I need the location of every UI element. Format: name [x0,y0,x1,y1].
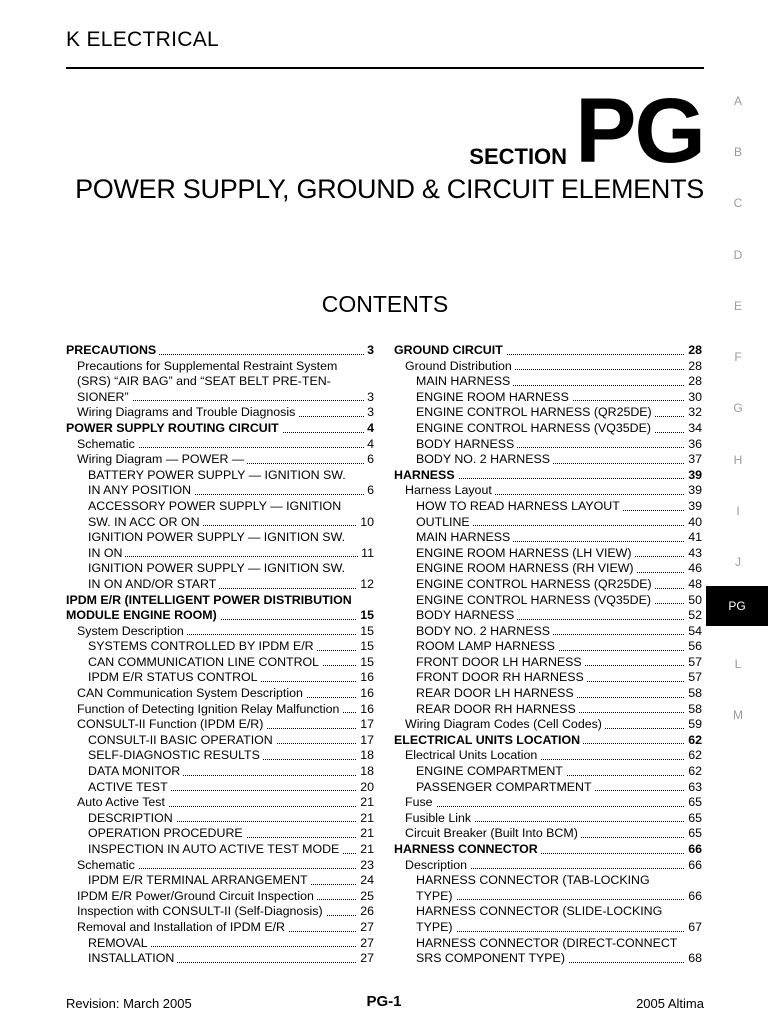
toc-entry[interactable] [394,374,702,390]
toc-entry[interactable] [394,748,702,764]
section-tab-i[interactable]: I [736,504,740,518]
toc-entry-title: ROOM LAMP HARNESS [416,639,558,655]
toc-entry-page: 48 [685,577,702,593]
toc-entry-page: 39 [685,499,702,515]
toc-entry-title: POWER SUPPLY ROUTING CIRCUIT [66,421,282,437]
toc-entry-page: 58 [685,686,702,702]
toc-entry-title: ELECTRICAL UNITS LOCATION [394,733,583,749]
toc-entry[interactable] [66,670,374,686]
toc-entry-page: 66 [685,858,702,874]
toc-entry-page: 12 [357,577,374,593]
toc-entry-page: 65 [685,795,702,811]
toc-entry-title: DESCRIPTION [88,811,176,827]
section-title: POWER SUPPLY, GROUND & CIRCUIT ELEMENTS [75,174,704,204]
toc-entry-title: MAIN HARNESS [416,374,513,390]
toc-entry-title: Schematic [77,437,138,453]
toc-entry-title: System Description [77,624,187,640]
toc-entry[interactable] [394,795,702,811]
toc-entry-page: 43 [685,546,702,562]
toc-entry-page: 62 [685,748,702,764]
toc-entry-page: 57 [685,655,702,671]
toc-entry-title: INSTALLATION [88,951,177,967]
toc-entry[interactable] [66,483,374,499]
toc-entry-title: Wiring Diagrams and Trouble Diagnosis [77,405,298,421]
toc-entry-title: Schematic [77,858,138,874]
toc-entry-page: 54 [685,624,702,640]
toc-entry[interactable] [394,951,702,967]
toc-entry-title: BODY HARNESS [416,437,517,453]
toc-entry[interactable] [394,624,702,640]
toc-entry-title: ACTIVE TEST [88,780,171,796]
toc-entry-page: 62 [685,733,702,749]
toc-entry[interactable] [394,577,702,593]
toc-entry-title: IGNITION POWER SUPPLY — IGNITION SW. [88,561,348,577]
toc-entry-page: 67 [685,920,702,936]
toc-entry-title: ENGINE CONTROL HARNESS (VQ35DE) [416,421,654,437]
toc-entry-title: (SRS) “AIR BAG” and “SEAT BELT PRE-TEN- [77,374,334,390]
toc-entry-title: Wiring Diagram Codes (Cell Codes) [405,717,605,733]
toc-entry[interactable] [394,499,702,515]
toc-entry-title: Wiring Diagram — POWER — [77,452,247,468]
toc-entry-page: 17 [357,717,374,733]
toc-entry[interactable] [394,842,702,858]
toc-entry[interactable] [394,826,702,842]
toc-entry[interactable] [66,858,374,874]
toc-entry[interactable] [66,795,374,811]
toc-entry[interactable] [394,639,702,655]
section-tab-d[interactable]: D [733,248,743,262]
toc-entry-title: TYPE) [416,889,456,905]
toc-entry-page: 16 [357,702,374,718]
toc-entry-page: 16 [357,686,374,702]
toc-entry-page: 15 [357,624,374,640]
toc-entry-page: 10 [357,515,374,531]
footer-revision: Revision: March 2005 [66,996,192,1011]
toc-entry-page: 21 [357,811,374,827]
toc-entry[interactable] [66,546,374,562]
toc-entry-title: ENGINE CONTROL HARNESS (QR25DE) [416,405,655,421]
toc-entry [394,873,702,889]
toc-entry[interactable] [66,920,374,936]
toc-entry[interactable] [66,764,374,780]
toc-entry-title: GROUND CIRCUIT [394,343,506,359]
toc-entry-title: BODY NO. 2 HARNESS [416,624,553,640]
toc-entry-title: SIONER” [77,390,132,406]
toc-left-column [66,343,374,967]
toc-entry-page: 28 [685,374,702,390]
toc-entry-page: 36 [685,437,702,453]
contents-heading: CONTENTS [321,291,449,317]
toc-entry[interactable] [66,577,374,593]
toc-entry[interactable] [394,811,702,827]
toc-entry-title: BODY NO. 2 HARNESS [416,452,553,468]
toc-entry-title: DATA MONITOR [88,764,183,780]
header-rule [66,67,704,69]
toc-entry[interactable] [66,421,374,437]
toc-entry-title: HARNESS CONNECTOR (TAB-LOCKING [416,873,653,889]
toc-entry-page: 39 [685,468,702,484]
toc-entry[interactable] [394,405,702,421]
toc-entry[interactable] [66,780,374,796]
toc-entry-title: FRONT DOOR LH HARNESS [416,655,585,671]
toc-entry-page: 21 [357,795,374,811]
toc-entry-title: Circuit Breaker (Built Into BCM) [405,826,581,842]
toc-dot-leader [88,556,374,557]
toc-entry-page: 65 [685,826,702,842]
toc-entry-page: 52 [685,608,702,624]
toc-entry-title: OUTLINE [416,515,473,531]
footer-page-number: PG-1 [366,993,402,1010]
toc-entry-page: 3 [364,405,374,421]
toc-entry-page: 16 [357,670,374,686]
toc-entry-page: 37 [685,452,702,468]
toc-entry-page: 63 [685,780,702,796]
toc-entry-title: IN ON [88,546,125,562]
footer-model: 2005 Altima [636,996,704,1011]
toc-entry[interactable] [394,343,702,359]
toc-entry[interactable] [66,343,374,359]
toc-entry[interactable] [394,717,702,733]
toc-entry-page: 25 [357,889,374,905]
toc-entry[interactable] [394,686,702,702]
toc-entry-title: ENGINE CONTROL HARNESS (VQ35DE) [416,593,654,609]
toc-entry[interactable] [66,889,374,905]
toc-entry-title: SW. IN ACC OR ON [88,515,203,531]
toc-entry[interactable] [66,811,374,827]
toc-entry-page: 32 [685,405,702,421]
toc-entry-page: 20 [357,780,374,796]
toc-entry[interactable] [66,515,374,531]
toc-entry-title: MAIN HARNESS [416,530,513,546]
toc-entry-page: 39 [685,483,702,499]
toc-entry-title: Precautions for Supplemental Restraint System [77,359,340,375]
toc-entry-title: HARNESS [394,468,458,484]
toc-entry [66,468,374,484]
toc-entry[interactable] [394,858,702,874]
toc-entry-page: 4 [364,437,374,453]
toc-entry[interactable] [66,624,374,640]
toc-entry-title: Removal and Installation of IPDM E/R [77,920,288,936]
toc-entry-title: HARNESS CONNECTOR (SLIDE-LOCKING [416,904,665,920]
toc-entry-page: 57 [685,670,702,686]
toc-entry[interactable] [394,764,702,780]
toc-entry-title: REAR DOOR LH HARNESS [416,686,577,702]
toc-entry-page: 18 [357,764,374,780]
toc-entry[interactable] [66,936,374,952]
toc-entry[interactable] [66,639,374,655]
toc-entry-title: IPDM E/R STATUS CONTROL [88,670,261,686]
toc-entry-page: 58 [685,702,702,718]
toc-entry[interactable] [394,593,702,609]
section-tab-h[interactable]: H [733,453,743,467]
toc-right-column [394,343,702,967]
toc-entry [66,374,374,390]
toc-entry-page: 21 [357,826,374,842]
toc-entry [66,499,374,515]
toc-entry-title: REAR DOOR RH HARNESS [416,702,579,718]
toc-entry-title: ENGINE ROOM HARNESS (LH VIEW) [416,546,634,562]
toc-entry-title: BODY HARNESS [416,608,517,624]
toc-entry[interactable] [394,437,702,453]
toc-entry-title: PASSENGER COMPARTMENT [416,780,595,796]
toc-entry-page: 66 [685,842,702,858]
toc-entry-title: CAN COMMUNICATION LINE CONTROL [88,655,322,671]
toc-entry[interactable] [394,468,702,484]
toc-entry-page: 24 [357,873,374,889]
toc-dot-leader [416,931,702,932]
toc-entry [394,904,702,920]
toc-entry[interactable] [394,515,702,531]
section-tab-f[interactable]: F [734,350,742,364]
toc-entry-page: 17 [357,733,374,749]
toc-entry-title: HARNESS CONNECTOR (DIRECT-CONNECT [416,936,680,952]
toc-entry-page: 27 [357,951,374,967]
toc-entry-page: 26 [357,904,374,920]
toc-entry[interactable] [66,686,374,702]
toc-entry[interactable] [394,561,702,577]
toc-entry[interactable] [66,826,374,842]
toc-entry-page: 11 [358,546,374,562]
toc-entry[interactable] [394,889,702,905]
toc-entry-page: 18 [357,748,374,764]
toc-entry-page: 68 [685,951,702,967]
section-heading [469,80,704,182]
toc-entry[interactable] [66,437,374,453]
toc-entry[interactable] [394,655,702,671]
toc-entry [66,530,374,546]
toc-entry-title: Fuse [405,795,436,811]
toc-entry-title: CAN Communication System Description [77,686,306,702]
toc-entry[interactable] [66,405,374,421]
section-word: SECTION [469,144,568,169]
section-tab-b[interactable]: B [733,145,742,159]
section-code: PG [575,80,704,182]
toc-entry[interactable] [394,733,702,749]
toc-entry[interactable] [394,483,702,499]
toc-entry-title: Auto Active Test [77,795,168,811]
toc-entry-title: INSPECTION IN AUTO ACTIVE TEST MODE [88,842,342,858]
toc-entry [66,359,374,375]
toc-entry-page: 21 [357,842,374,858]
toc-entry[interactable] [66,608,374,624]
toc-entry-page: 27 [357,920,374,936]
toc-entry-title: OPERATION PROCEDURE [88,826,246,842]
toc-entry[interactable] [394,702,702,718]
toc-entry-title: HOW TO READ HARNESS LAYOUT [416,499,623,515]
toc-entry-title: Fusible Link [405,811,474,827]
section-tab-pg[interactable]: PG [706,586,768,626]
toc-entry-title: CONSULT-II Function (IPDM E/R) [77,717,266,733]
toc-entry-page: 30 [685,390,702,406]
toc-entry-title: Function of Detecting Ignition Relay Malfunction [77,702,342,718]
toc-entry[interactable] [394,530,702,546]
toc-entry-title: IGNITION POWER SUPPLY — IGNITION SW. [88,530,348,546]
toc-entry-page: 56 [685,639,702,655]
toc-entry-title: ENGINE COMPARTMENT [416,764,566,780]
toc-entry-title: Harness Layout [405,483,495,499]
toc-entry-page: 62 [685,764,702,780]
toc-entry[interactable] [394,452,702,468]
toc-entry[interactable] [394,390,702,406]
toc-entry-page: 41 [685,530,702,546]
toc-entry-title: IN ANY POSITION [88,483,194,499]
toc-entry-page: 50 [685,593,702,609]
toc-entry-title: TYPE) [416,920,456,936]
toc-entry[interactable] [66,748,374,764]
toc-entry-page: 4 [364,421,374,437]
toc-entry[interactable] [394,670,702,686]
toc-entry[interactable] [394,359,702,375]
section-tab-l[interactable]: L [734,657,742,671]
toc-entry-page: 59 [685,717,702,733]
toc-entry[interactable] [66,717,374,733]
toc-entry[interactable] [394,920,702,936]
toc-entry[interactable] [66,655,374,671]
toc-entry[interactable] [394,546,702,562]
toc-entry-title: MODULE ENGINE ROOM) [66,608,220,624]
section-tab-j[interactable]: J [735,555,741,569]
toc-entry-title: FRONT DOOR RH HARNESS [416,670,587,686]
toc-entry-title: SRS COMPONENT TYPE) [416,951,568,967]
toc-entry-title: SYSTEMS CONTROLLED BY IPDM E/R [88,639,317,655]
toc-entry-page: 15 [357,639,374,655]
toc-entry[interactable] [66,951,374,967]
toc-entry-title: IN ON AND/OR START [88,577,219,593]
toc-entry[interactable] [394,421,702,437]
section-tab-c[interactable]: C [733,196,743,210]
toc-entry-title: ACCESSORY POWER SUPPLY — IGNITION [88,499,344,515]
toc-entry-title: CONSULT-II BASIC OPERATION [88,733,276,749]
toc-entry-title: ENGINE ROOM HARNESS [416,390,572,406]
toc-entry[interactable] [394,608,702,624]
toc-entry-title: PRECAUTIONS [66,343,159,359]
toc-entry[interactable] [66,904,374,920]
toc-entry-title: IPDM E/R TERMINAL ARRANGEMENT [88,873,311,889]
section-tab-g[interactable]: G [733,401,743,415]
toc-entry-page: 28 [685,343,702,359]
toc-entry-title: BATTERY POWER SUPPLY — IGNITION SW. [88,468,349,484]
section-tab-a[interactable]: A [733,94,742,108]
toc-entry-title: IPDM E/R Power/Ground Circuit Inspection [77,889,317,905]
toc-entry-title: HARNESS CONNECTOR [394,842,541,858]
section-tab-e[interactable]: E [733,299,742,313]
toc-entry-title: ENGINE ROOM HARNESS (RH VIEW) [416,561,637,577]
toc-entry-title: Ground Distribution [405,359,515,375]
toc-entry [66,561,374,577]
toc-entry[interactable] [394,780,702,796]
toc-entry[interactable] [66,452,374,468]
toc-entry[interactable] [66,702,374,718]
toc-entry-page: 66 [685,889,702,905]
toc-entry-page: 34 [685,421,702,437]
toc-dot-leader [405,806,702,807]
toc-entry-page: 3 [364,343,374,359]
toc-entry-title: Description [405,858,470,874]
toc-entry-page: 15 [357,608,374,624]
toc-entry [66,593,374,609]
toc-entry-page: 46 [685,561,702,577]
section-tab-m[interactable]: M [733,708,743,722]
toc-entry-title: Electrical Units Location [405,748,540,764]
toc-entry-page: 15 [357,655,374,671]
toc-entry-title: ENGINE CONTROL HARNESS (QR25DE) [416,577,655,593]
toc-entry-page: 27 [357,936,374,952]
toc-entry[interactable] [66,873,374,889]
toc-entry-title: REMOVAL [88,936,151,952]
toc-entry-page: 3 [364,390,374,406]
toc-entry-page: 6 [364,452,374,468]
toc-entry[interactable] [66,733,374,749]
toc-entry-title: Inspection with CONSULT-II (Self-Diagnosis) [77,904,326,920]
toc-entry-page: 40 [685,515,702,531]
toc-entry-title: SELF-DIAGNOSTIC RESULTS [88,748,263,764]
toc-entry-title: IPDM E/R (INTELLIGENT POWER DISTRIBUTION [66,593,355,609]
toc-entry[interactable] [66,390,374,406]
toc-dot-leader [416,899,702,900]
chapter-label: K ELECTRICAL [66,28,219,51]
toc-entry-page: 6 [364,483,374,499]
toc-entry [394,936,702,952]
toc-entry-page: 65 [685,811,702,827]
toc-entry-page: 23 [357,858,374,874]
toc-entry-page: 28 [685,359,702,375]
toc-entry[interactable] [66,842,374,858]
